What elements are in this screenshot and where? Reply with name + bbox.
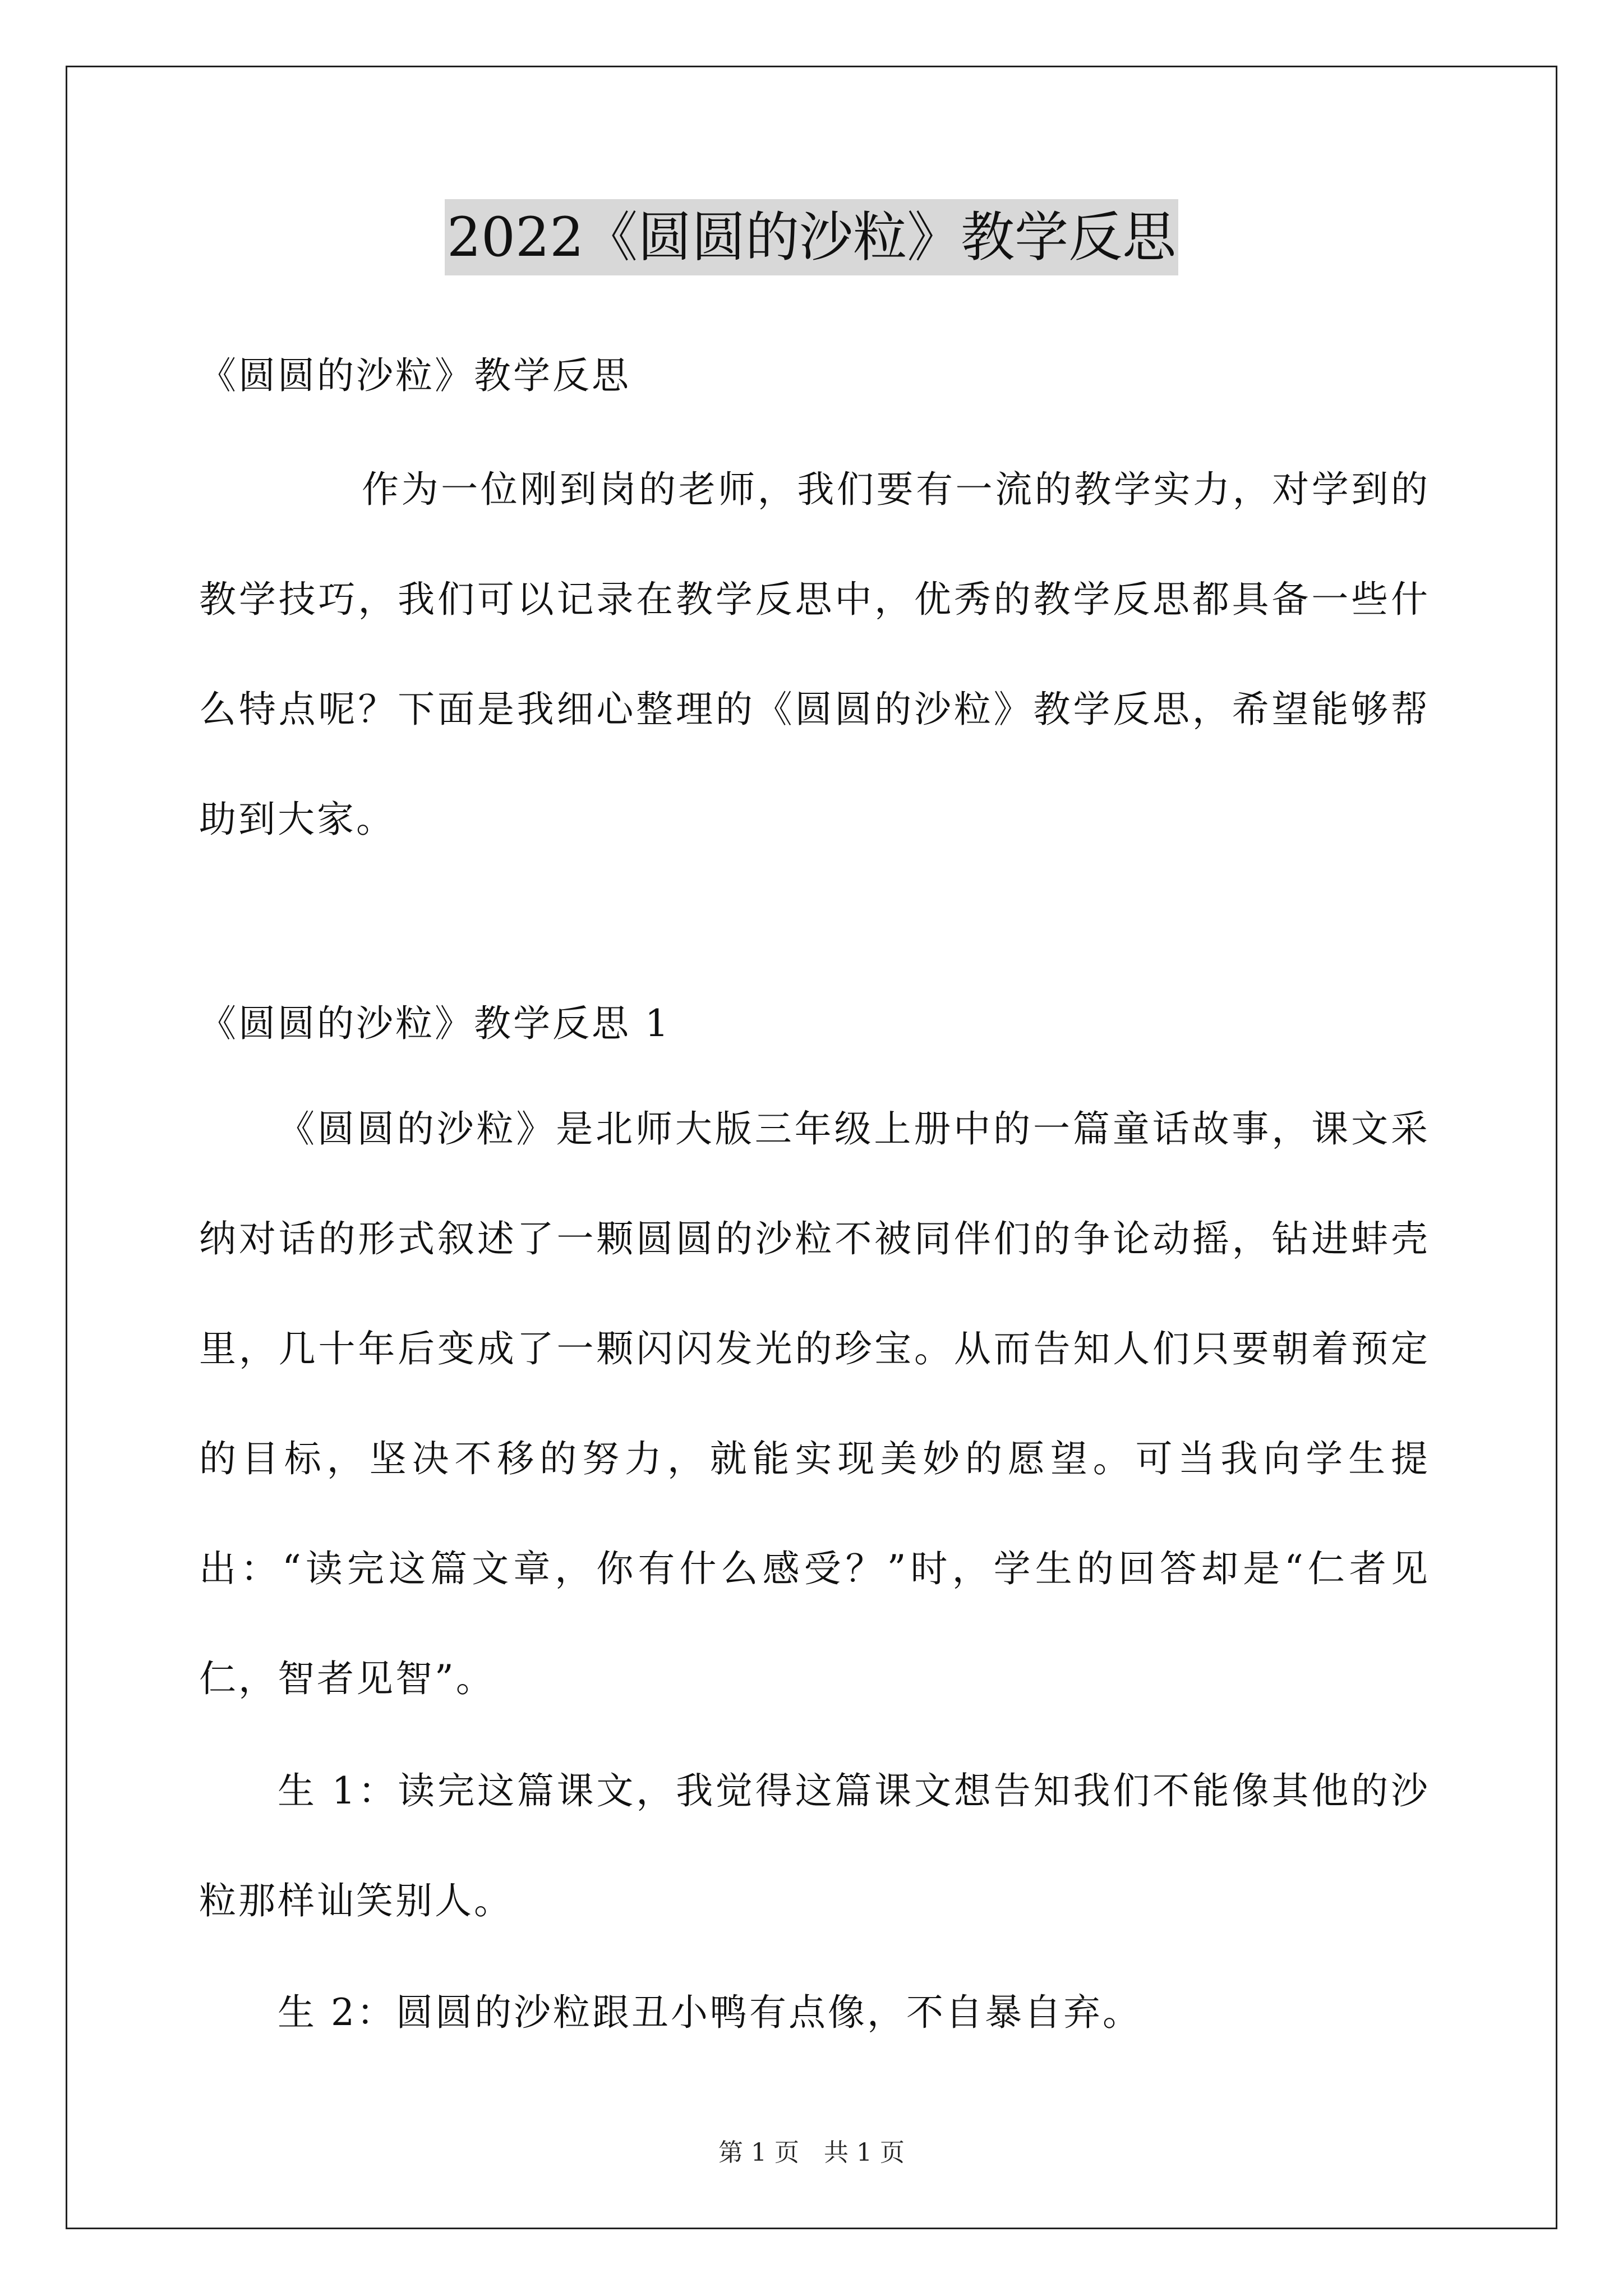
section-heading-1: 《圆圆的沙粒》教学反思 1	[199, 1002, 671, 1045]
page-footer: 第 1 页 共 1 页	[718, 2138, 905, 2167]
section-1-paragraph-1: 《圆圆的沙粒》是北师大版三年级上册中的一篇童话故事，课文采纳对话的形式叙述了一颗圆圆的沙粒不被同伴们的争论动摇，钻进蚌壳里，几十年后变成了一颗闪闪发光的珍宝。从而告知人们只要朝着预定的目标，坚决不移的努力，就能实现美妙的愿望。可当我向学生提出：“读完这篇文章，你有什么感受？”时，学生的回答却是“仁者见仁，智者见智”。	[199, 1107, 1430, 1700]
title-container	[0, 199, 1623, 275]
section-1-paragraph-3: 生 2：圆圆的沙粒跟丑小鸭有点像，不自暴自弃。	[278, 1991, 1142, 2034]
document-title: 2022《圆圆的沙粒》教学反思	[445, 199, 1178, 275]
section-1-paragraph-2: 生 1：读完这篇课文，我觉得这篇课文想告知我们不能像其他的沙粒那样讪笑别人。	[199, 1769, 1430, 1922]
document-subtitle: 《圆圆的沙粒》教学反思	[199, 354, 631, 397]
intro-paragraph: 作为一位刚到岗的老师，我们要有一流的教学实力，对学到的教学技巧，我们可以记录在教学反思中，优秀的教学反思都具备一些什么特点呢？下面是我细心整理的《圆圆的沙粒》教学反思，希望能够帮助到大家。	[199, 468, 1430, 841]
